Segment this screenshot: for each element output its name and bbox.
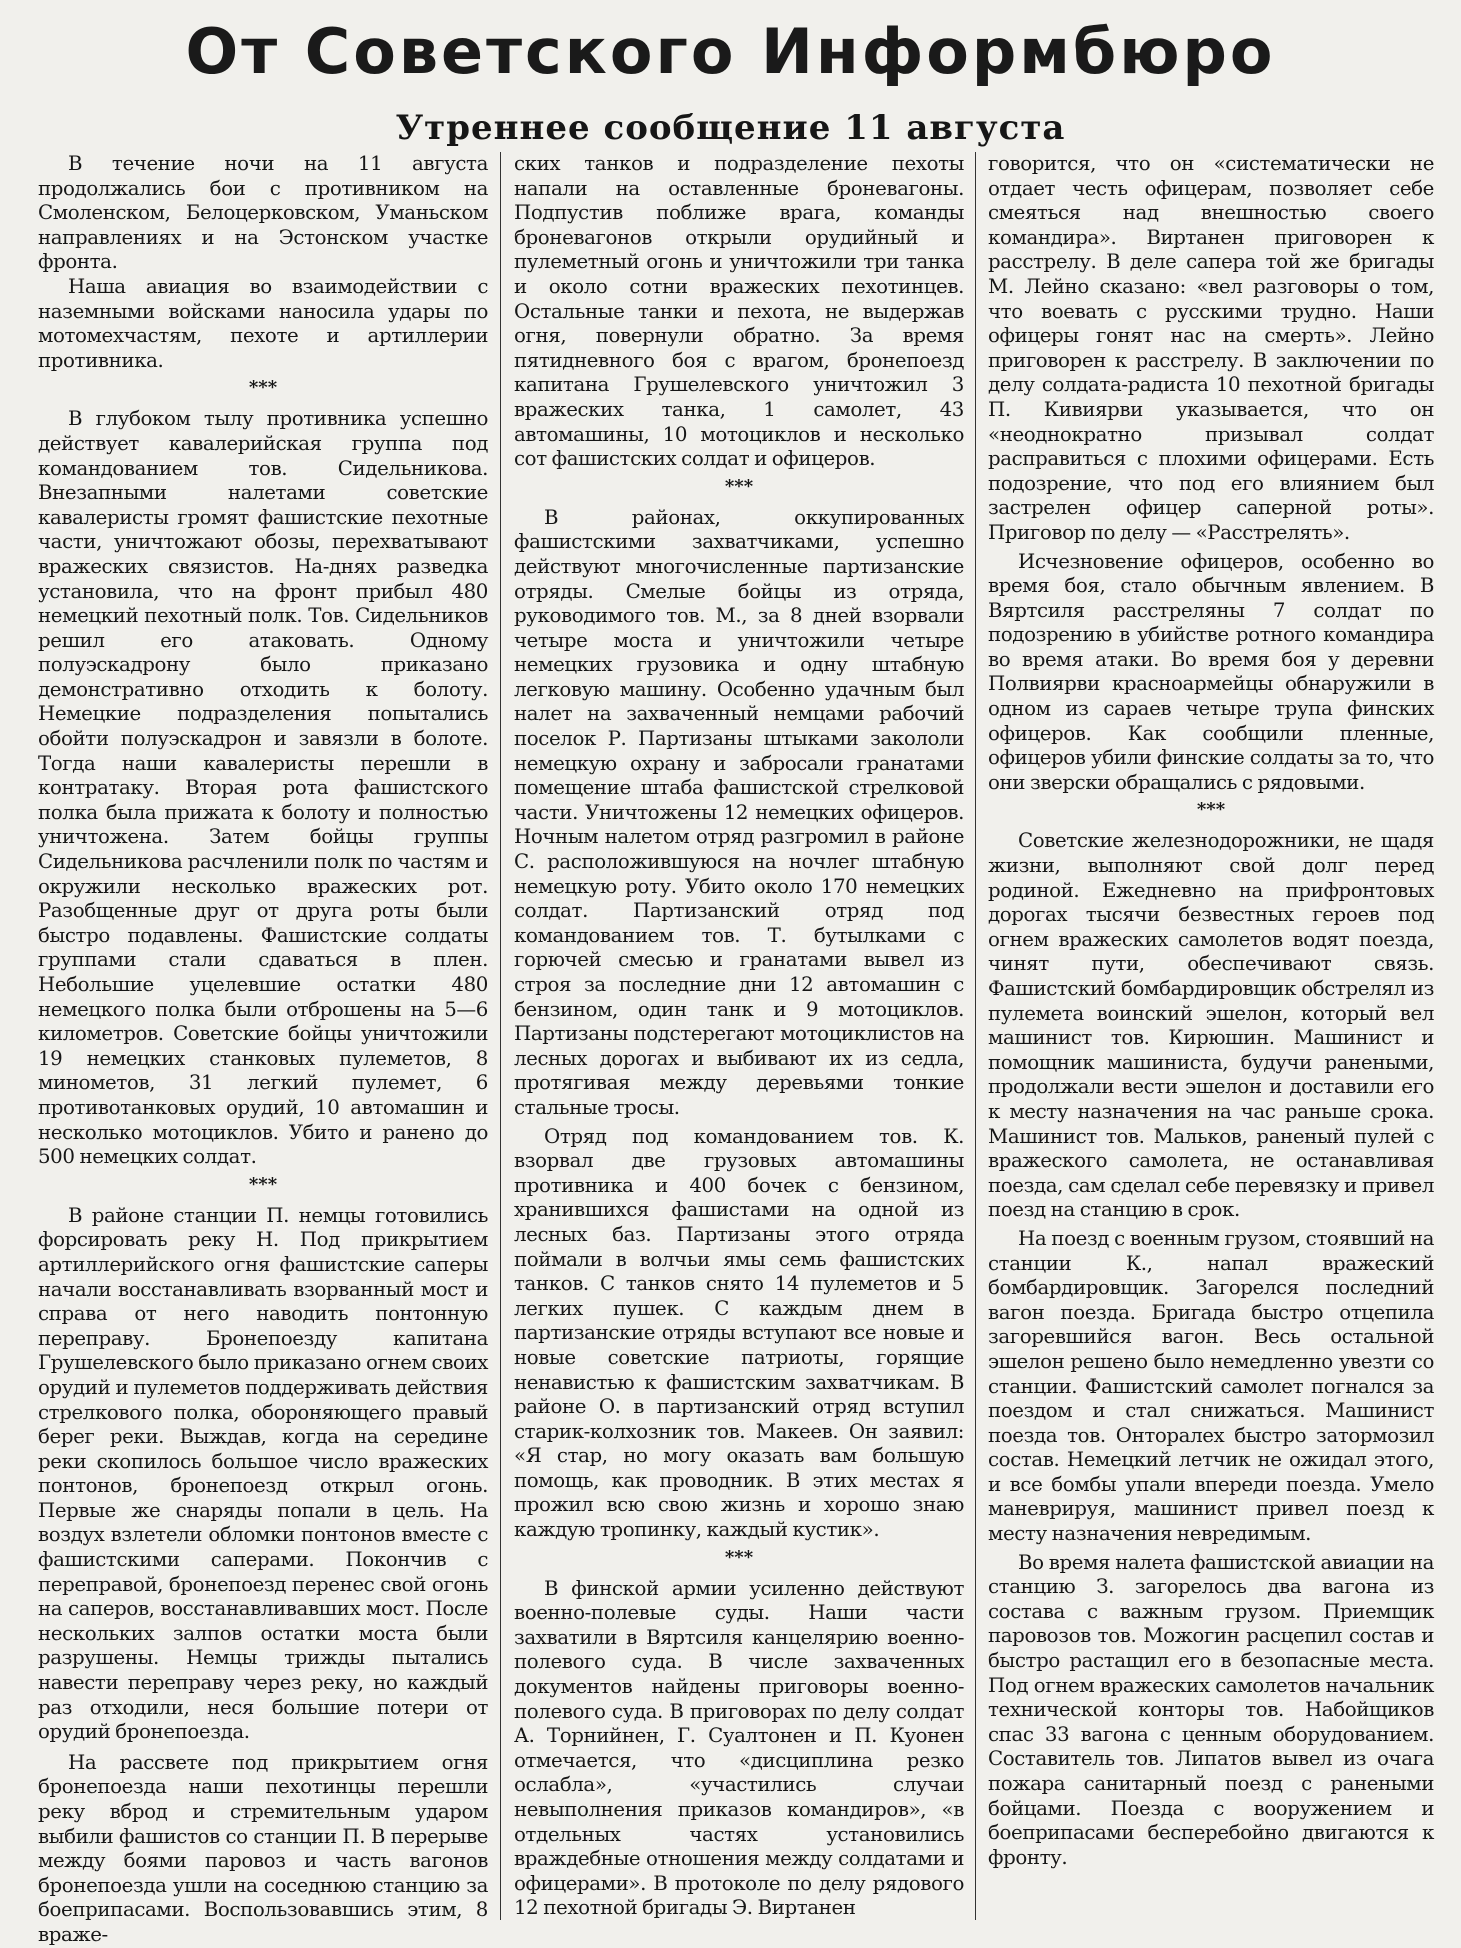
article-paragraph: В районах, оккупированных фашистскими захватчиками, успешно действуют многочисленные партизанские отряды. Смелые бойцы из отряда, руководимого тов. М., за 8 дней взорвали четыре моста и уничтожили четыре немецких грузовика и одну штабную легковую машину. Особенно удачным был налет на захваченный немцами рабочий поселок Р. Партизаны штыками закололи немецкую охрану и забросали гранатами помещение штаба фашистской стрелковой части. Уничтожены 12 немецких офицеров. Ночным налетом отряд разгромил в районе С. расположившуюся на ночлег штабную немецкую роту. Убито около 170 немецких солдат. Партизанский отряд под командованием тов. Т. бутылками с горючей смесью и гранатами вывел из строя за последние дни 12 автомашин с бензином, один танк и 9 мотоциклов. Партизаны подстерегают мотоциклистов на лесных дорогах и выбивают их из седла, протягивая между деревьями тонкие стальные тросы. bbox=[514, 505, 964, 1119]
section-separator: *** bbox=[1196, 799, 1226, 821]
article-paragraph: Наша авиация во взаимодействии с наземными войсками наносила удары по мотомехчастям, пехоте и артиллерии противника. bbox=[38, 274, 488, 372]
section-separator: *** bbox=[724, 475, 754, 497]
article-paragraph: В течение ночи на 11 августа продолжались бои с противником на Смоленском, Белоцерковском, Уманьском направлениях и на Эстонском участке фронта. bbox=[38, 152, 488, 274]
newspaper-title: От Советского Информбюро bbox=[185, 15, 1276, 88]
section-separator: *** bbox=[248, 1173, 278, 1195]
column-divider bbox=[500, 152, 501, 1920]
article-paragraph: В глубоком тылу противника успешно действует кавалерийская группа под командованием тов. Сидельникова. Внезапными налетами советские кавалеристы громят фашистские пехотные части, уничтожают обозы, перехватывают вражеских связистов. На-днях разведка установила, что на фронт прибыл 480 немецкий пехотный полк. Тов. Сидельников решил его атаковать. Одному полуэскадрону было приказано демонстративно отходить к болоту. Немецкие подразделения попытались обойти полуэскадрон и завязли в болоте. Тогда наши кавалеристы перешли в контратаку. Вторая рота фашистского полка была прижата к болоту и полностью уничтожена. Затем бойцы группы Сидельникова расчленили полк по частям и окружили несколько вражеских рот. Разобщенные друг от друга роты были быстро подавлены. Фашистские солдаты группами стали сдаваться в плен. Небольшие уцелевшие остатки 480 немецкого полка были отброшены на 5—6 километров. Советские бойцы уничтожили 19 немецких станковых пулеметов, 8 минометов, 31 легкий пулемет, 6 противотанковых орудий, 10 автомашин и несколько мотоциклов. Убито и ранено до 500 немецких солдат. bbox=[38, 407, 488, 1169]
article-paragraph: В районе станции П. немцы готовились форсировать реку Н. Под прикрытием артиллерийского огня фашистские саперы начали восстанавливать взорванный мост и справа от него наводить понтонную переправу. Бронепоезду капитана Грушелевского было приказано огнем своих орудий и пулеметов поддерживать действия стрелкового полка, обороняющего правый берег реки. Выждав, когда на середине реки скопилось большое число вражеских понтонов, бронепоезд открыл огонь. Первые же снаряды попали в цель. На воздух взлетели обломки понтонов вместе с фашистскими саперами. Покончив с переправой, бронепоезд перенес свой огонь на саперов, восстанавливавших мост. После нескольких залпов остатки моста были разрушены. Немцы трижды пытались навести переправу через реку, но каждый раз отходили, неся большие потери от орудий бронепоезда. bbox=[38, 1203, 488, 1744]
report-subtitle: Утреннее сообщение 11 августа bbox=[395, 108, 1066, 148]
article-paragraph: Советские железнодорожники, не щадя жизни, выполняют свой долг перед родиной. Ежедневно на прифронтовых дорогах тысячи безвестных героев под огнем вражеских самолетов водят поезда, чинят пути, обеспечивают связь. Фашистский бомбардировщик обстрелял из пулемета воинский эшелон, который вел машинист тов. Кирюшин. Машинист и помощник машиниста, будучи ранеными, продолжали вести эшелон и доставили его к месту назначения на час раньше срока. Машинист тов. Мальков, раненый пулей с вражеского самолета, не останавливая поезда, сам сделал себе перевязку и привел поезд на станцию в срок. bbox=[988, 829, 1434, 1222]
article-paragraph: Во время налета фашистской авиации на станцию З. загорелось два вагона из состава с важным грузом. Приемщик паровозов тов. Можогин расцепил состав и быстро растащил его в безопасные места. Под огнем вражеских самолетов начальник технической конторы тов. Набойщиков спас 33 вагона с ценным оборудованием. Составитель тов. Липатов вывел из очага пожара санитарный поезд с ранеными бойцами. Поезда с вооружением и боеприпасами бесперебойно двигаются к фронту. bbox=[988, 1550, 1434, 1869]
section-separator: *** bbox=[724, 1546, 754, 1568]
article-paragraph: На рассвете под прикрытием огня бронепоезда наши пехотинцы перешли реку вброд и стремительным ударом выбили фашистов со станции П. В перерыве между боями паровоз и часть вагонов бронепоезда ушли на соседнюю станцию за боеприпасами. Воспользовавшись этим, 8 враже- bbox=[38, 1750, 488, 1946]
article-paragraph: говорится, что он «систематически не отдает честь офицерам, позволяет себе смеяться над внешностью своего командира». Виртанен приговорен к расстрелу. В деле сапера той же бригады М. Лейно сказано: «вел разговоры о том, что воевать с русскими трудно. Наши офицеры гонят нас на смерть». Лейно приговорен к расстрелу. В заключении по делу солдата-радиста 10 пехотной бригады П. Кивиярви указывается, что он «неоднократно призывал солдат расправиться с плохими офицерами. Есть подозрение, что под его влиянием был застрелен офицер саперной роты». Приговор по делу — «Расстрелять». bbox=[988, 152, 1434, 544]
text-column-2 bbox=[514, 152, 964, 1922]
article-paragraph: В финской армии усиленно действуют военно-полевые суды. Наши части захватили в Вяртсиля канцелярию военно-полевого суда. В числе захваченных документов найдены приговоры военно-полевого суда. В приговорах по делу солдат А. Торнийнен, Г. Суалтонен и П. Куонен отмечается, что «дисциплина резко ослабла», «участились случаи невыполнения приказов командиров», «в отдельных частях установились враждебные отношения между солдатами и офицерами». В протоколе по делу рядового 12 пехотной бригады Э. Виртанен bbox=[514, 1576, 964, 1920]
article-paragraph: ских танков и подразделение пехоты напали на оставленные броневагоны. Подпустив поближе врага, команды броневагонов открыли орудийный и пулеметный огонь и уничтожили три танка и около сотни вражеских пехотинцев. Остальные танки и пехота, не выдержав огня, повернули обратно. За время пятидневного боя с врагом, бронепоезд капитана Грушелевского уничтожил 3 вражеских танка, 1 самолет, 43 автомашины, 10 мотоциклов и несколько сот фашистских солдат и офицеров. bbox=[514, 152, 964, 471]
article-paragraph: На поезд с военным грузом, стоявший на станции К., напал вражеский бомбардировщик. Загорелся последний вагон поезда. Бригада быстро отцепила загоревшийся вагон. Весь остальной эшелон решено было немедленно увезти со станции. Фашистский самолет погнался за поездом и стал снижаться. Машинист поезда тов. Онторалех быстро затормозил состав. Немецкий летчик не ожидал этого, и все бомбы упали впереди поезда. Умело маневрируя, машинист привел поезд к месту назначения невредимым. bbox=[988, 1226, 1434, 1546]
article-paragraph: Отряд под командованием тов. К. взорвал две грузовых автомашины противника и 400 бочек с бензином, хранившихся фашистами на одной из лесных баз. Партизаны этого отряда поймали в волчьи ямы семь фашистских танков. С танков снято 14 пулеметов и 5 легких пушек. С каждым днем в партизанские отряды вступают все новые и новые советские патриоты, горящие ненавистью к фашистским захватчикам. В районе О. в партизанский отряд вступил старик-колхозник тов. Макеев. Он заявил: «Я стар, но могу оказать вам большую помощь, как проводник. В этих местах я прожил всю свою жизнь и хорошо знаю каждую тропинку, каждый кустик». bbox=[514, 1124, 964, 1542]
column-divider bbox=[975, 152, 976, 1920]
article-paragraph: Исчезновение офицеров, особенно во время боя, стало обычным явлением. В Вяртсиля расстреляны 7 солдат по подозрению в убийстве ротного командира во время атаки. Во время боя у деревни Полвиярви красноармейцы обнаружили в одном из сараев четыре трупа финских офицеров. Как сообщили пленные, офицеров убили финские солдаты за то, что они зверски обращались с рядовыми. bbox=[988, 549, 1434, 794]
section-separator: *** bbox=[248, 377, 278, 399]
text-column-3 bbox=[988, 152, 1434, 1922]
text-column-1 bbox=[38, 152, 488, 1946]
